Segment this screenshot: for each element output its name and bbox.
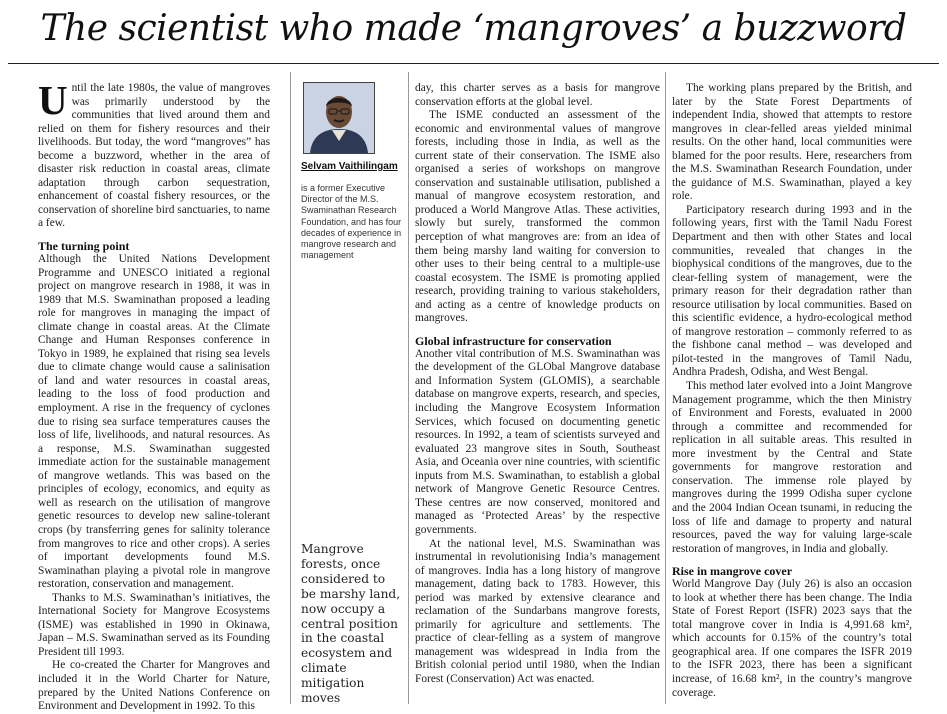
body-paragraph: World Mangrove Day (July 26) is also an occasion to look at whether there has been change. The India State of Forest Report (ISFR) 2023 says that the total mangrove cover in India is 4,991.68 km², which accounts for 0.15% of the country’s total geographical area. If one compares the ISFR 2019 to the ISFR 2023, there has been a significant increase, of 16.68 km², in the country’s mangrove coverage. [672, 578, 912, 699]
body-paragraph: Although the United Nations Development Programme and UNESCO initiated a regional project on mangrove research in 1988, it was in 1989 that M.S. Swaminathan proposed a leading role for mangroves in managing the impact of climate change in coastal areas. At the Climate Change and Human Responses conference in Tokyo in 1989, he explained that rising sea levels due to climate change would cause a salinisation of land and water resources in coastal areas, leading to the loss of food production and employment. A rise in the frequency of cyclones due to rising sea surface temperatures causes the loss of life, livelihoods, and natural resources. As a response, M.S. Swaminathan suggested immediate action for the sustainable management of mangrove wetlands. This was based on the principles of ecology, economics, and equity as well as research on the utilisation of mangrove genetic resources to develop new saline-tolerant crops (by transferring genes for salinity tolerance from mangroves to rice and other crops). A series of important developments found M.S. Swaminathan playing a pivotal role in mangrove restoration, conservation and management. [38, 253, 270, 591]
headline-rule [8, 63, 939, 64]
column-divider [408, 72, 409, 704]
article-column-3 [415, 82, 660, 687]
drop-cap: U [38, 77, 68, 123]
body-paragraph: Another vital contribution of M.S. Swaminathan was the development of the GLObal Mangrove database and Information System (GLOMIS), a searchable database on mangrove experts, research, and species, including the Mangrove Ecosystem Information Services, which focused on documenting genetic resources. In 1992, a team of scientists surveyed and evaluated 23 mangrove sites in South, Southeast Asia, and Oceania over nine countries, with scientific inputs from M.S. Swaminathan, to establish a global network of Mangrove Genetic Resource Centres. These centres are now conserved, monitored and managed as ‘Protected Areas’ by the respective governments. [415, 347, 660, 536]
author-box [301, 82, 403, 261]
body-paragraph: The working plans prepared by the British, and later by the State Forest Departments of independent India, showed that attempts to restore mangroves in clear-felled areas yielded minimal results. On the other hand, local communities were blamed for the poor results. Here, researchers from the M.S. Swaminathan Research Foundation, under the guidance of M.S. Swaminathan, played a key role. [672, 82, 912, 203]
article-column-4 [672, 82, 912, 700]
body-paragraph: At the national level, M.S. Swaminathan was instrumental in revolutionising India’s management of mangroves. India has a long history of mangrove management, dating back to 1783. However, this period was marked by extensive clearance and reclamation of the Sundarbans mangrove forests, primarily for agriculture and settlements. The practice of clear-felling as a system of mangrove management was widespread in India from the British colonial period until 1980, when the Indian Forest (Conservation) Act was enacted. [415, 537, 660, 685]
body-paragraph: day, this charter serves as a basis for mangrove conservation efforts at the global level. [415, 82, 660, 108]
author-portrait-icon [303, 82, 375, 154]
column-divider [665, 72, 666, 704]
intro-paragraph [38, 77, 270, 231]
pull-quote: Mangrove forests, once considered to be marshy land, now occupy a central position in the coastal ecosystem and climate mitigation moves [301, 542, 401, 706]
author-name: Selvam Vaithilingam [301, 161, 398, 172]
section-heading: The turning point [38, 239, 130, 254]
body-paragraph: This method later evolved into a Joint Mangrove Management programme, which the then Ministry of Environment and Forests, evaluated in 2000 through a committee and recommended for replication in all suitable areas. This resulted in more investment by the Central and State governments for mangrove restoration and conservation. The immense role played by mangroves during the 1999 Odisha super cyclone and the 2004 Indian Ocean tsunami, in reducing the loss of life and damage to property and natural resources, paved the way for valuing large-scale restoration of mangroves, in India and globally. [672, 380, 912, 555]
body-paragraph: The ISME conducted an assessment of the economic and environmental values of mangrove forests, including those in India, as well as the current state of their conservation. The ISME also organised a series of workshops on mangrove conservation and sustainable utilisation, published a manual of mangrove ecosystem restoration, and produced a World Mangrove Atlas. These activities, slowly but surely, transformed the common perception of what mangroves are: from an idea of them being marshy land waiting for conversion to other uses to their being central to a multiple-use coastal ecosystem. The ISME is promoting applied research, providing training to various stakeholders, and acting as a centre of knowledge products on mangroves. [415, 109, 660, 325]
article-column-1 [38, 77, 270, 714]
article-headline: The scientist who made ‘mangroves’ a buzzword [40, 8, 907, 49]
intro-text: ntil the late 1980s, the value of mangroves was primarily understood by the communities that lived around them and relied on them for fishery resources and their livelihoods. But today, the word “mangroves” has become a buzzword, whether in the area of disaster risk reduction in coastal areas, climate adaptation through carbon sequestration, enhancement of coastal fishery resources, or the conservation of shoreline bird sanctuaries, to name a few. [38, 82, 270, 230]
body-paragraph: He co-created the Charter for Mangroves and included it in the World Charter for Nature, prepared by the United Nations Conference on Environment and Development in 1992. To this [38, 659, 270, 713]
section-heading: Global infrastructure for conservation [415, 333, 612, 348]
section-heading: Rise in mangrove cover [672, 564, 793, 579]
body-paragraph: Participatory research during 1993 and in the following years, first with the Tamil Nadu Forest Department and then with other States and local communities, revealed that changes in the biophysical conditions of the mangroves, due to the clear-felling system of management, were the primary reason for their degradation rather than resource utilisation by local communities. Based on this scientific evidence, a hydro-ecological method of mangrove restoration – commonly referred to as the fishbone canal method – was developed and pilot-tested in the mangroves of Tamil Nadu, Andhra Pradesh, Odisha, and West Bengal. [672, 203, 912, 379]
column-divider [290, 72, 291, 704]
body-paragraph: Thanks to M.S. Swaminathan’s initiatives, the International Society for Mangrove Ecosystems (ISME) was established in 1990 in Okinawa, Japan – M.S. Swaminathan served as its Founding President till 1993. [38, 591, 270, 658]
author-bio: is a former Executive Director of the M.S. Swaminathan Research Foundation, and has four decades of experience in mangrove research and management [301, 183, 402, 261]
